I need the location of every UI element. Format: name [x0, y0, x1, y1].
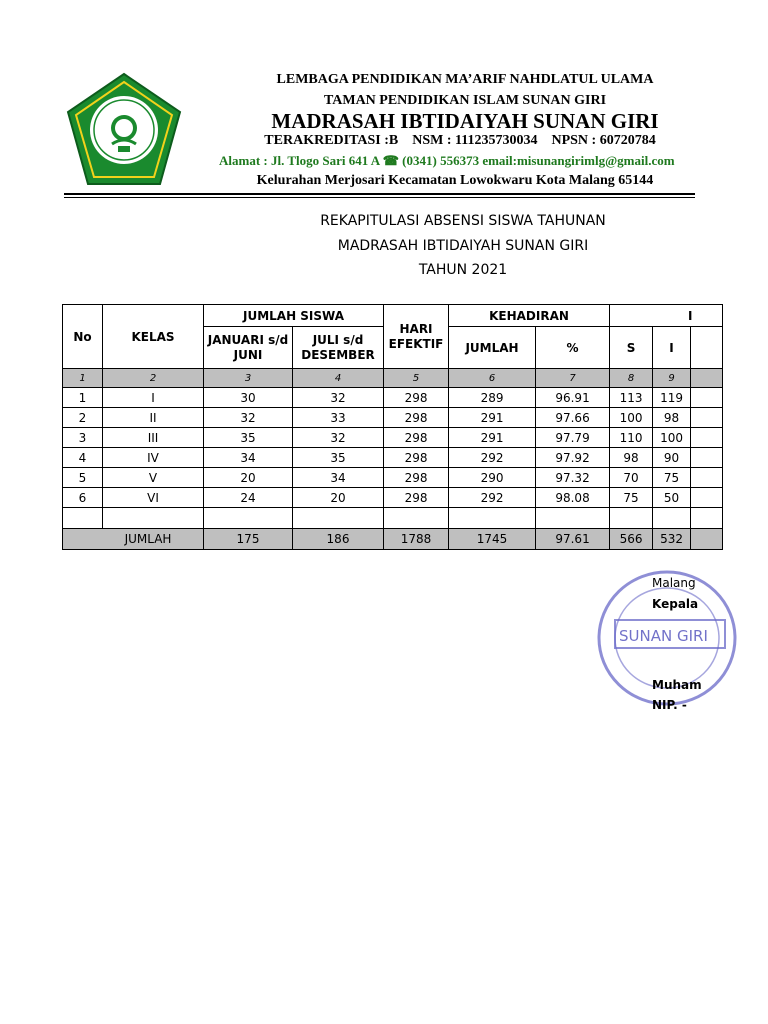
- cell-kelas: II: [103, 408, 204, 428]
- school-stamp: [595, 568, 735, 718]
- school-address: Alamat : Jl. Tlogo Sari 641 A ☎ (0341) 556373 email:misunangirimlg@gmail.com: [219, 153, 675, 168]
- cell-i: 90: [653, 448, 691, 468]
- column-number: 9: [653, 369, 691, 388]
- cell-cut: [691, 488, 723, 508]
- cell-cut: [691, 388, 723, 408]
- cell-cut: [691, 428, 723, 448]
- header-sakit: S: [610, 327, 653, 369]
- header-hari-efektif: HARI EFEKTIF: [384, 305, 449, 369]
- column-number: 7: [536, 369, 610, 388]
- column-number: [691, 369, 723, 388]
- total-cut: [691, 529, 723, 550]
- stamp-text: SUNAN GIRI: [619, 627, 708, 645]
- school-logo: [64, 72, 184, 190]
- empty-row: [63, 508, 723, 529]
- signature-place: Malang: [652, 576, 696, 590]
- school-ids: [200, 133, 720, 149]
- cell-hari: 298: [384, 448, 449, 468]
- org-name: LEMBAGA PENDIDIKAN MA’ARIF NAHDLATUL ULAMA: [276, 72, 654, 87]
- cell-hari: 298: [384, 388, 449, 408]
- cell-i: 75: [653, 468, 691, 488]
- school-district: Kelurahan Merjosari Kecamatan Lowokwaru Kota Malang 65144: [256, 173, 654, 188]
- total-label: JUMLAH: [63, 529, 204, 550]
- column-number: 8: [610, 369, 653, 388]
- cell-jumlah: 291: [449, 428, 536, 448]
- total-pct: 97.61: [536, 529, 610, 550]
- cell-pct: 97.79: [536, 428, 610, 448]
- cell-jan: 32: [204, 408, 293, 428]
- cell-jul: 35: [293, 448, 384, 468]
- table-row: [63, 448, 723, 468]
- attendance-table-wrapper: [62, 304, 695, 564]
- header-cut-cell: [691, 327, 723, 369]
- cell-s: 98: [610, 448, 653, 468]
- cell-no: 3: [63, 428, 103, 448]
- cell-kelas: I: [103, 388, 204, 408]
- total-jul: 186: [293, 529, 384, 550]
- cell-i: 100: [653, 428, 691, 448]
- header-izin: I: [653, 327, 691, 369]
- cell-hari: 298: [384, 408, 449, 428]
- header-divider-thick: [64, 193, 695, 195]
- cell-s: 70: [610, 468, 653, 488]
- header-ketidakhadiran: I: [610, 305, 723, 327]
- cell-jumlah: 292: [449, 488, 536, 508]
- header-kelas: KELAS: [103, 305, 204, 369]
- cell-jul: 32: [293, 388, 384, 408]
- accreditation: TERAKREDITASI :B: [264, 133, 399, 148]
- school-name: MADRASAH IBTIDAIYAH SUNAN GIRI: [271, 109, 659, 133]
- column-number: 2: [103, 369, 204, 388]
- cell-jul: 20: [293, 488, 384, 508]
- cell-jul: 33: [293, 408, 384, 428]
- cell-jan: 20: [204, 468, 293, 488]
- cell-jan: 35: [204, 428, 293, 448]
- cell-cut: [691, 448, 723, 468]
- cell-s: 113: [610, 388, 653, 408]
- header-percent: %: [536, 327, 610, 369]
- signature-nip: NIP. -: [652, 698, 687, 712]
- header-kehadiran: KEHADIRAN: [449, 305, 610, 327]
- cell-kelas: IV: [103, 448, 204, 468]
- table-row: [63, 488, 723, 508]
- header-juli-desember: JULI s/d DESEMBER: [293, 327, 384, 369]
- column-number: 5: [384, 369, 449, 388]
- report-title: REKAPITULASI ABSENSI SISWA TAHUNAN: [320, 213, 606, 229]
- cell-jumlah: 291: [449, 408, 536, 428]
- cell-s: 75: [610, 488, 653, 508]
- total-jumlah: 1745: [449, 529, 536, 550]
- cell-s: 100: [610, 408, 653, 428]
- cell-i: 50: [653, 488, 691, 508]
- cell-kelas: VI: [103, 488, 204, 508]
- cell-i: 119: [653, 388, 691, 408]
- table-row: [63, 408, 723, 428]
- cell-no: 4: [63, 448, 103, 468]
- total-hari: 1788: [384, 529, 449, 550]
- cell-pct: 96.91: [536, 388, 610, 408]
- column-number-row: [63, 369, 723, 388]
- column-number: 6: [449, 369, 536, 388]
- cell-jul: 34: [293, 468, 384, 488]
- cell-cut: [691, 408, 723, 428]
- nsm: NSM : 111235730034: [412, 133, 538, 148]
- column-number: 3: [204, 369, 293, 388]
- cell-hari: 298: [384, 468, 449, 488]
- header-jumlah: JUMLAH: [449, 327, 536, 369]
- cell-hari: 298: [384, 488, 449, 508]
- cell-pct: 97.66: [536, 408, 610, 428]
- header-no: No: [63, 305, 103, 369]
- cell-no: 2: [63, 408, 103, 428]
- cell-jumlah: 292: [449, 448, 536, 468]
- cell-hari: 298: [384, 428, 449, 448]
- column-number: 1: [63, 369, 103, 388]
- total-jan: 175: [204, 529, 293, 550]
- cell-no: 5: [63, 468, 103, 488]
- header-jumlah-siswa: JUMLAH SISWA: [204, 305, 384, 327]
- header-divider-thin: [64, 197, 695, 198]
- signature-name: Muham: [652, 678, 702, 692]
- cell-cut: [691, 468, 723, 488]
- table-row: [63, 388, 723, 408]
- cell-jumlah: 289: [449, 388, 536, 408]
- cell-kelas: V: [103, 468, 204, 488]
- report-subtitle: MADRASAH IBTIDAIYAH SUNAN GIRI: [337, 238, 589, 254]
- attendance-table: [62, 304, 723, 550]
- cell-no: 6: [63, 488, 103, 508]
- cell-jan: 34: [204, 448, 293, 468]
- cell-pct: 97.92: [536, 448, 610, 468]
- cell-jan: 24: [204, 488, 293, 508]
- signature-role: Kepala: [652, 597, 699, 611]
- total-i: 532: [653, 529, 691, 550]
- cell-jan: 30: [204, 388, 293, 408]
- table-row: [63, 428, 723, 448]
- cell-jumlah: 290: [449, 468, 536, 488]
- header-januari-juni: JANUARI s/d JUNI: [204, 327, 293, 369]
- cell-jul: 32: [293, 428, 384, 448]
- table-row: [63, 468, 723, 488]
- cell-pct: 97.32: [536, 468, 610, 488]
- column-number: 4: [293, 369, 384, 388]
- total-row: [63, 529, 723, 550]
- total-s: 566: [610, 529, 653, 550]
- report-year: TAHUN 2021: [418, 262, 508, 278]
- npsn: NPSN : 60720784: [551, 133, 656, 148]
- cell-s: 110: [610, 428, 653, 448]
- cell-i: 98: [653, 408, 691, 428]
- cell-pct: 98.08: [536, 488, 610, 508]
- parent-name: TAMAN PENDIDIKAN ISLAM SUNAN GIRI: [323, 93, 607, 108]
- cell-no: 1: [63, 388, 103, 408]
- signature-block: [595, 568, 708, 718]
- cell-kelas: III: [103, 428, 204, 448]
